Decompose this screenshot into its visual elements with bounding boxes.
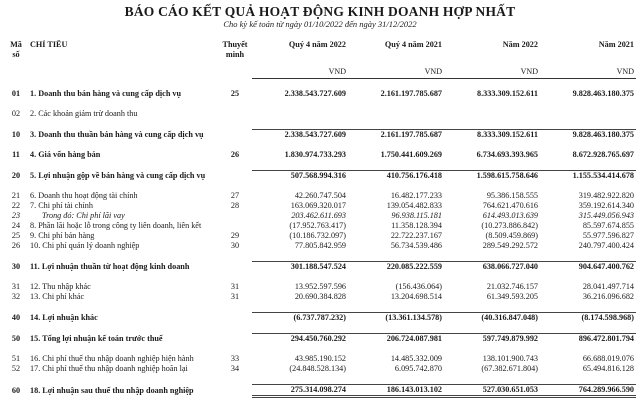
row-value-2021: 36.216.096.682 <box>582 292 634 301</box>
row-value-2022: (8.509.459.869) <box>485 231 538 240</box>
row-value-q4-2021 <box>348 109 444 119</box>
row-code: 11 <box>12 150 20 159</box>
row-value-2022: 638.066.727.040 <box>444 262 540 273</box>
row-label: Trong đó: Chi phí lãi vay <box>42 211 125 220</box>
row-value-2022: 1.598.615.758.646 <box>444 171 540 182</box>
row-value-q4-2021: (156.436.064) <box>395 282 442 291</box>
row-value-2021: 904.647.400.762 <box>540 262 636 273</box>
row-code: 01 <box>11 89 21 98</box>
row-value-q4-2021: 14.485.332.009 <box>390 354 442 363</box>
row-value-q4-2021: 139.054.482.833 <box>386 201 442 210</box>
row-value-q4-2022: 13.952.597.596 <box>294 282 346 291</box>
row-label: 3. Doanh thu thuần bán hàng và cung cấp dịch vụ <box>30 129 204 139</box>
table-row <box>4 385 636 397</box>
row-value-q4-2021: 11.358.128.394 <box>391 221 442 230</box>
table-row <box>4 109 636 119</box>
row-note <box>218 171 252 182</box>
row-value-2022: 597.749.879.992 <box>444 334 540 345</box>
row-value-q4-2022: 20.690.384.828 <box>294 292 346 301</box>
row-label: 7. Chi phí tài chính <box>30 201 93 210</box>
row-code: 24 <box>11 221 21 230</box>
col-q4-2022: Quý 4 năm 2022 <box>288 40 346 49</box>
row-value-2022: 289.549.292.572 <box>482 241 538 250</box>
table-row <box>4 282 636 292</box>
table-row <box>4 89 636 99</box>
row-value-q4-2021: 56.734.539.486 <box>390 241 442 250</box>
row-value-2022: 21.032.746.157 <box>486 282 538 291</box>
col-chi-tieu: CHỈ TIÊU <box>30 40 68 49</box>
row-code: 60 <box>11 385 21 395</box>
row-note: 25 <box>230 89 240 98</box>
report-period: Cho kỳ kế toán từ ngày 01/10/2022 đến ngày 31/12/2022 <box>223 19 417 29</box>
row-value-q4-2021: 2.161.197.785.687 <box>348 130 444 141</box>
row-value-2021: 319.482.922.820 <box>578 191 634 200</box>
row-value-2021: 85.597.674.855 <box>582 221 634 230</box>
row-value-q4-2021: 16.482.177.233 <box>390 191 442 200</box>
row-note <box>218 334 252 345</box>
row-label: 15. Tổng lợi nhuận kế toán trước thuế <box>30 333 163 343</box>
table-row <box>4 130 636 141</box>
row-value-q4-2021: 206.724.087.981 <box>348 334 444 345</box>
col-q4-2021: Quý 4 năm 2021 <box>384 40 442 49</box>
row-label: 6. Doanh thu hoạt động tài chính <box>30 191 138 200</box>
row-note: 27 <box>230 191 240 200</box>
row-note: 29 <box>230 231 240 240</box>
table-row <box>4 191 636 201</box>
unit-label: VND <box>252 66 348 79</box>
row-value-2021: 55.977.596.827 <box>582 231 634 240</box>
row-code: 51 <box>11 354 21 363</box>
unit-label: VND <box>540 66 636 79</box>
row-value-q4-2021: 13.204.698.514 <box>390 292 442 301</box>
row-value-2021: 1.155.534.414.678 <box>540 171 636 182</box>
row-label: 13. Chi phí khác <box>30 292 85 301</box>
row-code: 52 <box>11 364 21 373</box>
row-label: 11. Lợi nhuận thuần từ hoạt động kinh doanh <box>30 261 190 271</box>
row-value-2022: 764.621.470.616 <box>482 201 538 210</box>
row-note: 34 <box>230 364 240 373</box>
row-value-q4-2022: 301.188.547.524 <box>252 262 348 273</box>
row-code: 22 <box>11 201 21 210</box>
row-value-q4-2021: 2.161.197.785.687 <box>380 89 442 98</box>
row-value-2022: 138.101.900.743 <box>482 354 538 363</box>
row-value-2021: 764.289.966.590 <box>540 385 636 397</box>
row-value-2021: 9.828.463.180.375 <box>540 130 636 141</box>
row-value-2022: (10.273.886.842) <box>481 221 538 230</box>
row-value-2022: (40.316.847.048) <box>444 313 540 324</box>
row-note: 30 <box>230 241 240 250</box>
row-note: 31 <box>230 292 240 301</box>
row-note <box>218 109 252 119</box>
table-row <box>4 150 636 160</box>
row-value-2021: 359.192.614.340 <box>578 201 634 210</box>
row-code: 31 <box>11 282 21 291</box>
row-value-q4-2022: 2.338.543.727.609 <box>252 130 348 141</box>
row-code: 30 <box>11 261 21 271</box>
row-value-q4-2022: 43.985.190.152 <box>294 354 346 363</box>
table-row <box>4 221 636 231</box>
table-row <box>4 241 636 251</box>
row-value-2021: (8.174.598.968) <box>540 313 636 324</box>
table-row <box>4 334 636 345</box>
row-note <box>218 211 252 221</box>
row-value-2021: 896.472.801.794 <box>540 334 636 345</box>
row-value-2021: 65.494.816.128 <box>582 364 634 373</box>
row-value-q4-2021: (13.361.134.578) <box>348 313 444 324</box>
row-code: 20 <box>11 170 21 180</box>
row-code: 50 <box>11 333 21 343</box>
row-label: 5. Lợi nhuận gộp về bán hàng và cung cấp dịch vụ <box>30 170 206 180</box>
row-value-q4-2022: (17.952.763.417) <box>289 221 346 230</box>
table-row <box>4 292 636 302</box>
unit-row <box>4 66 636 79</box>
row-value-q4-2022: 1.830.974.733.293 <box>284 150 346 159</box>
row-value-2022: 6.734.693.393.965 <box>476 150 538 159</box>
row-value-q4-2021: 96.938.115.181 <box>391 211 442 220</box>
row-label: 10. Chi phí quản lý doanh nghiệp <box>30 241 140 250</box>
row-code: 25 <box>11 231 21 240</box>
col-nam-2021: Năm 2021 <box>598 40 634 49</box>
row-value-2021: 28.041.497.714 <box>582 282 634 291</box>
row-value-2021: 66.688.019.076 <box>582 354 634 363</box>
row-value-2021 <box>540 109 636 119</box>
row-code: 10 <box>11 129 21 139</box>
row-value-q4-2022: 203.462.611.693 <box>291 211 346 220</box>
row-code: 40 <box>11 312 21 322</box>
row-label: 9. Chi phí bán hàng <box>30 231 95 240</box>
row-note <box>218 313 252 324</box>
row-value-q4-2022: 42.260.747.504 <box>294 191 346 200</box>
row-value-q4-2022: (6.737.787.232) <box>252 313 348 324</box>
row-code: 32 <box>11 292 21 301</box>
row-value-q4-2021: 1.750.441.609.269 <box>380 150 442 159</box>
row-value-q4-2022: (10.186.732.097) <box>289 231 346 240</box>
row-value-q4-2021: 410.756.176.418 <box>348 171 444 182</box>
income-statement-table <box>4 40 636 398</box>
row-note: 31 <box>230 282 240 291</box>
row-label: 17. Chi phí thuế thu nhập doanh nghiệp hoãn lại <box>30 364 188 373</box>
row-value-2022: 8.333.309.152.611 <box>477 89 538 98</box>
row-value-q4-2021: 22.722.237.167 <box>390 231 442 240</box>
row-value-q4-2022: 163.069.320.017 <box>290 201 346 210</box>
row-value-2022: 8.333.309.152.611 <box>444 130 540 141</box>
row-note: 33 <box>230 354 240 363</box>
table-row <box>4 171 636 182</box>
row-note: 26 <box>230 150 240 159</box>
row-value-q4-2022: 507.568.994.316 <box>252 171 348 182</box>
table-row <box>4 354 636 364</box>
row-code: 02 <box>11 109 21 118</box>
row-value-q4-2022: 77.805.842.959 <box>294 241 346 250</box>
unit-label: VND <box>348 66 444 79</box>
row-value-q4-2022 <box>252 109 348 119</box>
col-nam-2022: Năm 2022 <box>502 40 538 49</box>
row-code: 21 <box>11 191 21 200</box>
row-note <box>218 262 252 273</box>
row-note <box>218 221 252 231</box>
row-value-2022: 95.386.158.555 <box>486 191 538 200</box>
unit-label: VND <box>444 66 540 79</box>
row-label: 2. Các khoản giảm trừ doanh thu <box>30 109 138 118</box>
row-label: 12. Thu nhập khác <box>30 282 91 291</box>
row-value-2022 <box>444 109 540 119</box>
row-value-q4-2021: 186.143.013.102 <box>348 385 444 397</box>
table-row <box>4 313 636 324</box>
row-note: 28 <box>230 201 240 210</box>
table-row <box>4 364 636 374</box>
row-label: 1. Doanh thu bán hàng và cung cấp dịch vụ <box>30 89 182 98</box>
col-thuyet-minh: Thuyết minh <box>222 40 248 59</box>
row-label: 14. Lợi nhuận khác <box>30 312 98 322</box>
table-row <box>4 201 636 211</box>
row-note <box>218 385 252 397</box>
row-value-2022: 614.493.013.639 <box>482 211 538 220</box>
row-value-q4-2021: 220.085.222.559 <box>348 262 444 273</box>
header-row <box>4 40 636 66</box>
row-label: 18. Lợi nhuận sau thuế thu nhập doanh nghiệp <box>30 385 194 395</box>
row-value-q4-2021: 6.095.742.870 <box>394 364 442 373</box>
row-code: 23 <box>11 211 21 220</box>
row-value-2022: 61.349.593.205 <box>486 292 538 301</box>
row-code: 26 <box>11 241 21 250</box>
table-row <box>4 211 636 221</box>
row-value-q4-2022: 2.338.543.727.609 <box>284 89 346 98</box>
table-row <box>4 231 636 241</box>
row-value-2021: 240.797.400.424 <box>578 241 634 250</box>
row-value-2021: 9.828.463.180.375 <box>572 89 634 98</box>
report-title: BÁO CÁO KẾT QUẢ HOẠT ĐỘNG KINH DOANH HỢP NHẤT <box>124 4 516 19</box>
row-value-2022: 527.030.651.053 <box>444 385 540 397</box>
row-label: 16. Chi phí thuế thu nhập doanh nghiệp hiện hành <box>30 354 194 363</box>
row-note <box>218 130 252 141</box>
row-value-2021: 315.449.056.943 <box>578 211 634 220</box>
row-value-2021: 8.672.928.765.697 <box>572 150 634 159</box>
row-value-q4-2022: 275.314.098.274 <box>252 385 348 397</box>
row-value-q4-2022: (24.848.528.134) <box>289 364 346 373</box>
col-ma-so: Mã số <box>10 40 22 59</box>
table-row <box>4 262 636 273</box>
row-label: 4. Giá vốn hàng bán <box>30 150 101 159</box>
row-value-2022: (67.382.671.804) <box>481 364 538 373</box>
row-value-q4-2022: 294.450.760.292 <box>252 334 348 345</box>
row-label: 8. Phần lãi hoặc lỗ trong công ty liên doanh, liên kết <box>30 221 202 230</box>
